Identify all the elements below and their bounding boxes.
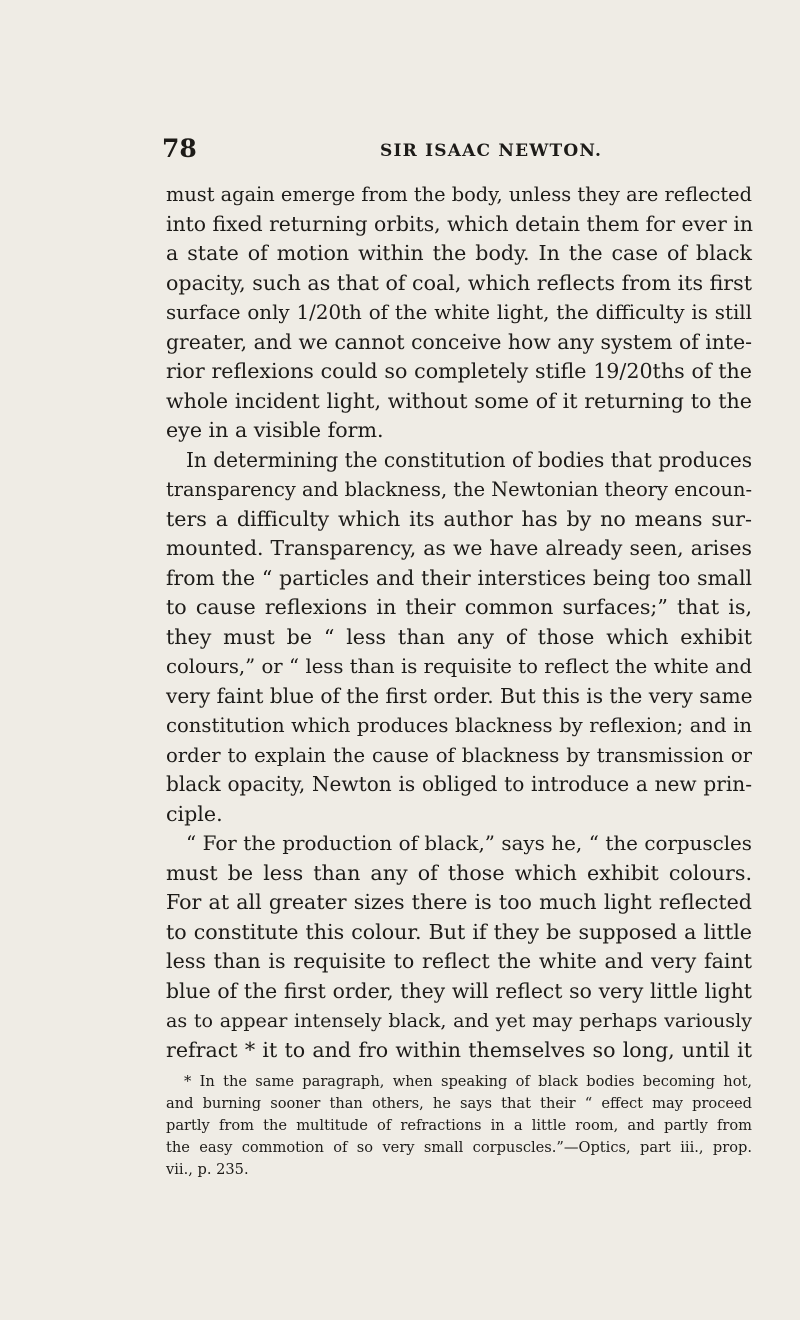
body-text [166,180,752,1181]
footnote-line: partly from the multitude of refractions in a little room, and partly from [166,1117,752,1134]
page-number: 78 [162,134,197,163]
text-line: less than is requisite to reflect the white and very faint [166,949,752,973]
text-line: must be less than any of those which exhibit colours. [166,860,752,885]
text-line: order to explain the cause of blackness by transmission or [166,743,752,767]
text-line: blue of the first order, they will reflect so very little light [166,978,752,1003]
text-line: opacity, such as that of coal, which reflects from its first [166,270,752,295]
text-line: surface only 1/20th of the white light, the difficulty is still [166,301,752,324]
text-line: “ For the production of black,” says he, “ the corpuscles [186,832,752,855]
text-line: mounted. Transparency, as we have already seen, arises [166,536,752,560]
footnote-line: the easy commotion of so very small corpuscles.”—Optics, part iii., prop. [166,1139,752,1156]
text-line: a state of motion within the body. In the case of black [166,241,752,265]
text-line: from the “ particles and their interstices being too small [166,565,752,590]
text-line: constitution which produces blackness by reflexion; and in [166,714,752,737]
text-line: For at all greater sizes there is too much light reflected [166,890,752,914]
text-line: into fixed returning orbits, which detain them for ever in [166,211,753,236]
text-line: ters a difficulty which its author has by no means sur- [166,506,752,531]
text-line: whole incident light, without some of it returning to the [166,388,752,413]
text-line: transparency and blackness, the Newtonian theory encoun- [166,478,752,501]
text-line: to cause reflexions in their common surfaces;” that is, [166,595,752,619]
footnote-line: and burning sooner than others, he says that their “ effect may proceed [166,1095,752,1112]
text-line: black opacity, Newton is obliged to introduce a new prin- [166,772,752,796]
footnote-line: * In the same paragraph, when speaking of black bodies becoming hot, [184,1073,752,1090]
running-title: SIR ISAAC NEWTON. [380,141,603,161]
running-head [162,134,742,164]
text-line: must again emerge from the body, unless they are reflected [166,183,752,206]
text-line: as to appear intensely black, and yet may perhaps variously [166,1009,752,1032]
text-line: eye in a visible form. [166,418,384,442]
text-line: they must be “ less than any of those which exhibit [166,624,752,649]
text-line: refract * it to and fro within themselves so long, until it [166,1037,752,1062]
text-line: very faint blue of the first order. But this is the very same [166,683,753,708]
text-line: In determining the constitution of bodies that produces [186,447,753,472]
text-line: greater, and we cannot conceive how any system of inte- [166,329,752,354]
footnote-line: vii., p. 235. [166,1161,249,1178]
text-line: rior reflexions could so completely stifle 19/20ths of the [166,359,752,383]
text-line: ciple. [166,801,223,826]
text-line: colours,” or “ less than is requisite to reflect the white and [166,655,752,678]
text-line: to constitute this colour. But if they be supposed a little [166,919,752,944]
